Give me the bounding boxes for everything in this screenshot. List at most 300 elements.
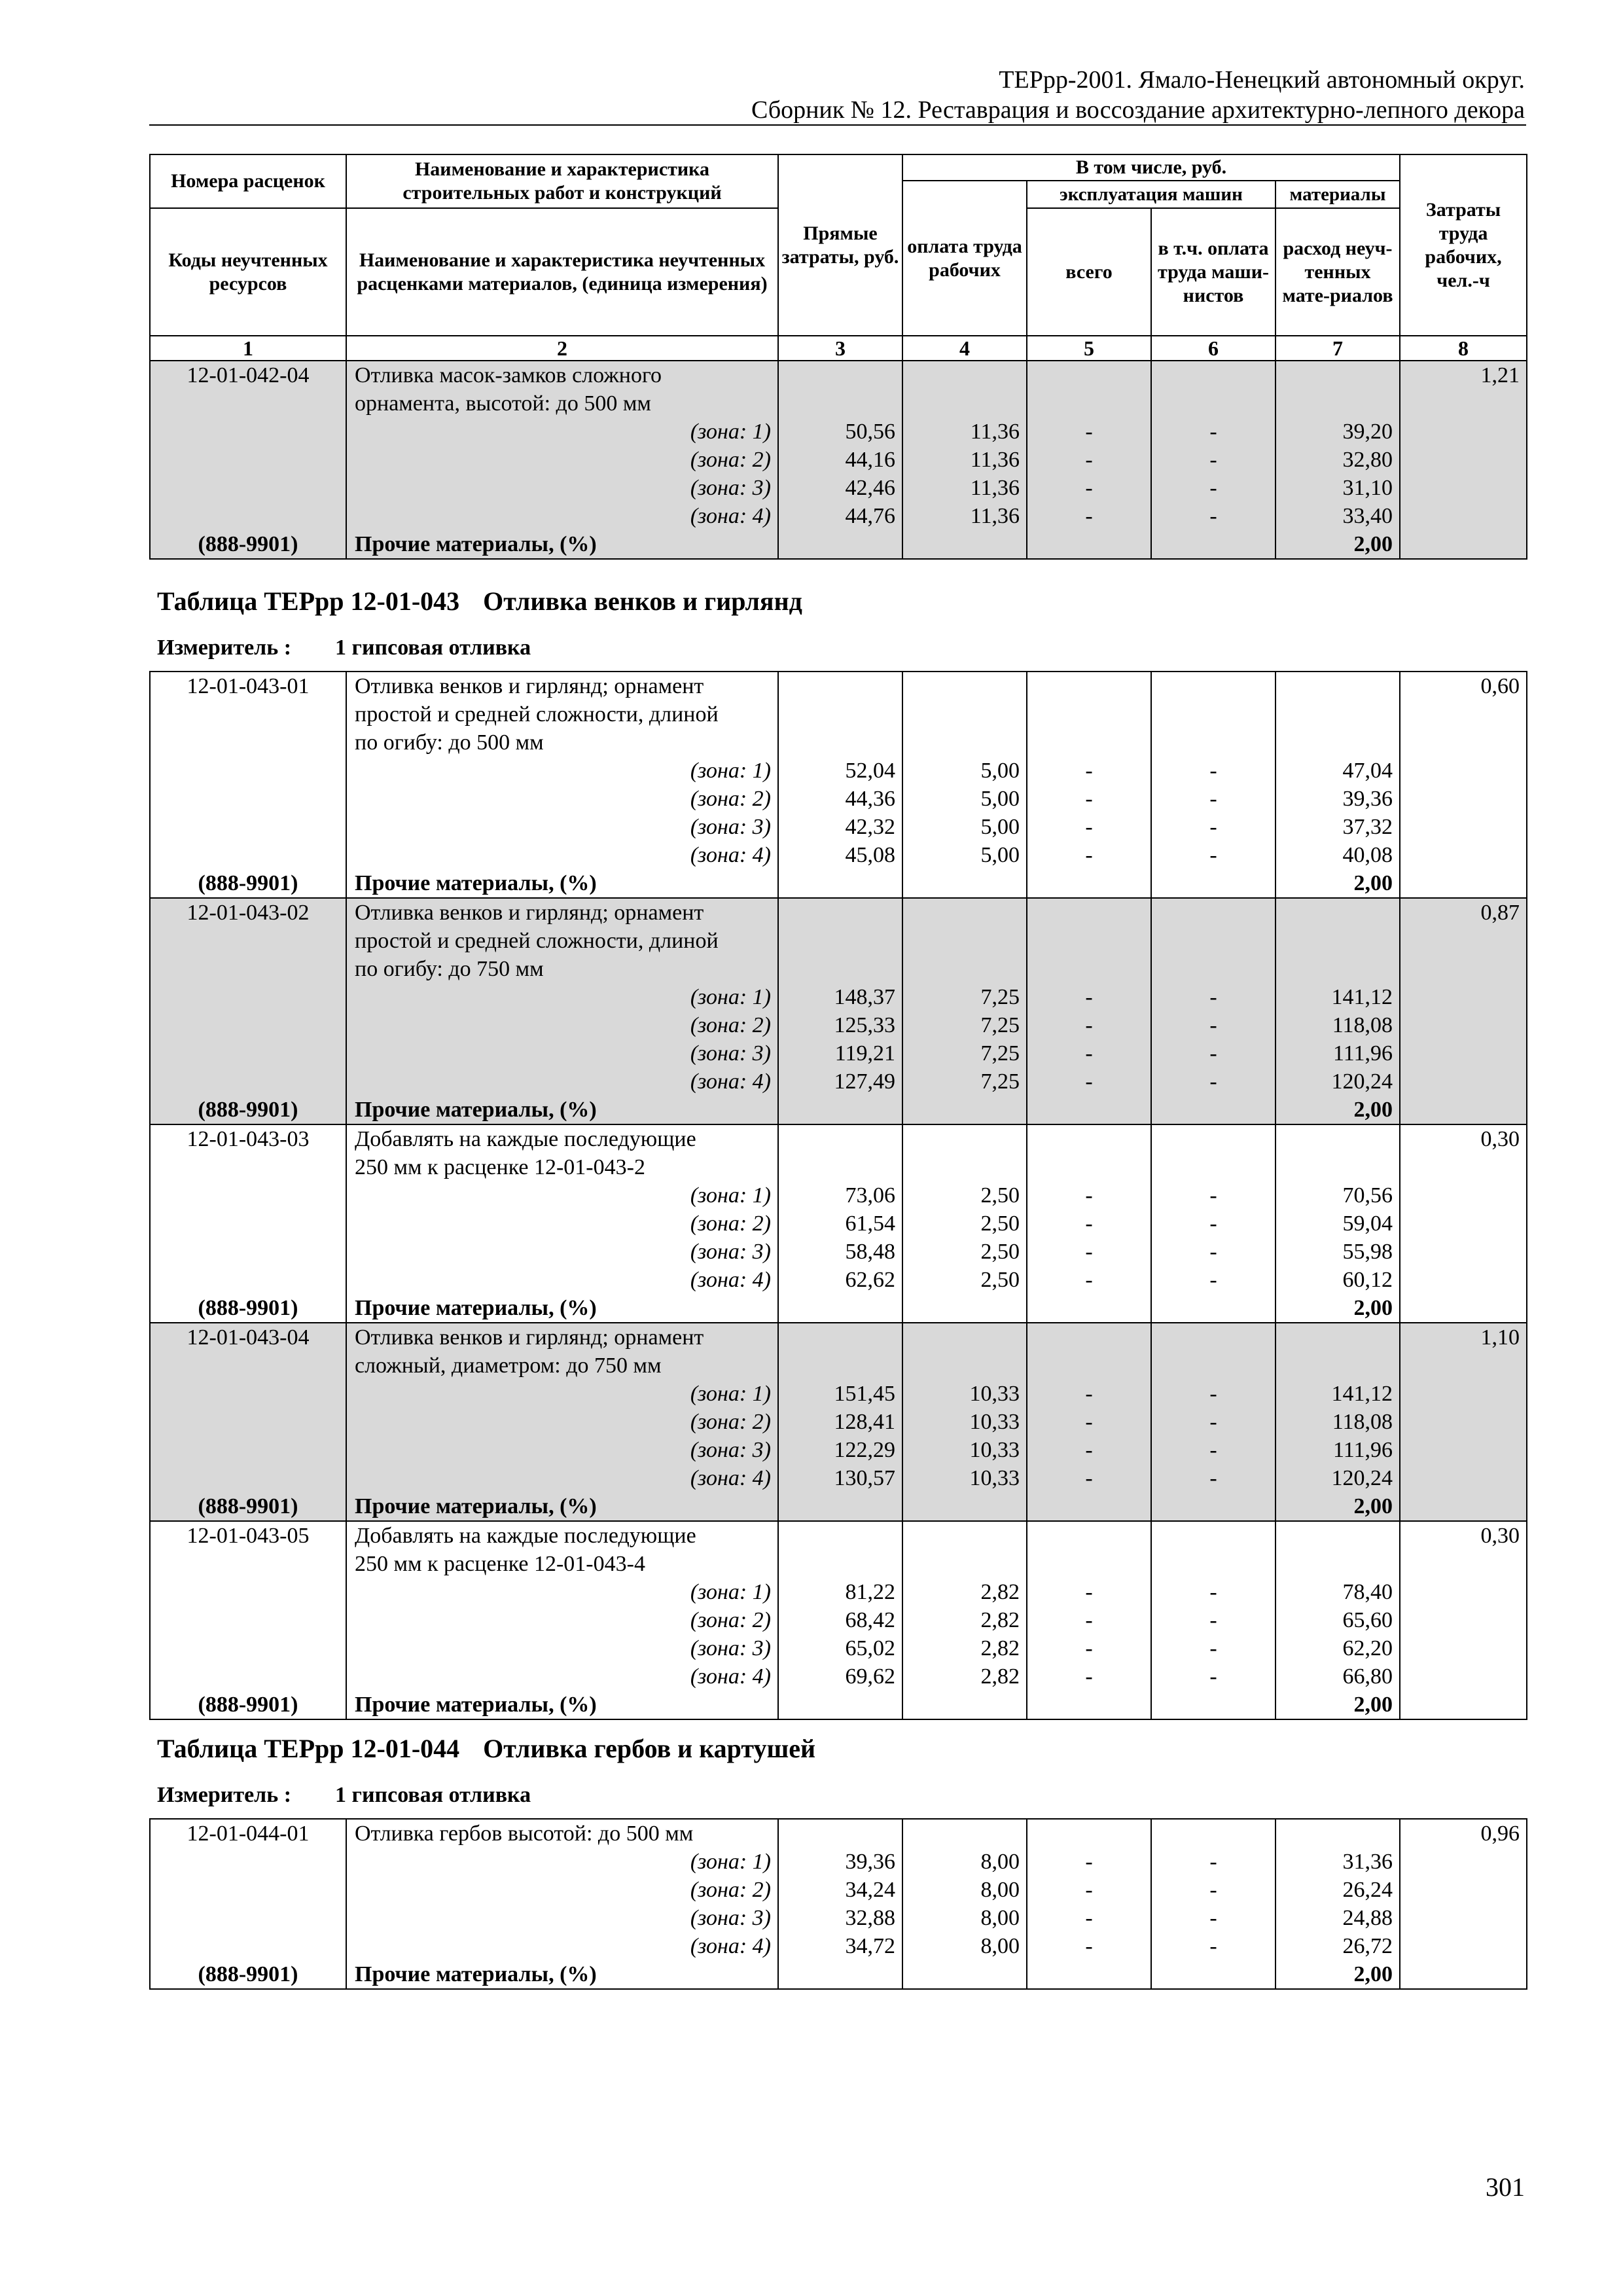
materials-cost-cell (1275, 672, 1400, 898)
labor-pay: 7,25 (980, 1069, 1020, 1094)
machinist-pay: - (1209, 420, 1217, 444)
rate-description-line: Добавлять на каждые последующие (355, 1127, 696, 1151)
rate-description-line: Отливка венков и гирлянд; орнамент (355, 1325, 704, 1350)
rate-code: 12-01-043-01 (187, 674, 310, 698)
machines-total: - (1085, 759, 1093, 783)
zone-label: (зона: 2) (690, 1013, 771, 1037)
direct-cost: 44,76 (845, 504, 895, 528)
machines-total-cell (1027, 1521, 1151, 1719)
column-number: 6 (1151, 336, 1275, 361)
labor-pay: 8,00 (980, 1934, 1020, 1958)
column-number: 5 (1027, 336, 1151, 361)
materials-cost: 24,88 (1342, 1906, 1393, 1930)
machines-total-cell (1027, 361, 1151, 559)
labor-cost-cell (1400, 672, 1527, 898)
machinist-pay: - (1209, 1438, 1217, 1462)
rate-description-line: Отливка гербов высотой: до 500 мм (355, 1821, 694, 1846)
direct-cost: 44,36 (845, 787, 895, 811)
rate-code-cell (150, 361, 346, 559)
machines-total: - (1085, 843, 1093, 867)
labor-pay: 7,25 (980, 1013, 1020, 1037)
zone-label: (зона: 1) (690, 1850, 771, 1874)
header-unaccounted-materials: расход неуч-тенных мате-риалов (1275, 208, 1400, 336)
materials-cost: 55,98 (1342, 1240, 1393, 1264)
column-number: 7 (1275, 336, 1400, 361)
rate-row (150, 1819, 1527, 1989)
labor-pay: 8,00 (980, 1878, 1020, 1902)
zone-label: (зона: 1) (690, 420, 771, 444)
other-materials-name: Прочие материалы, (%) (355, 1693, 597, 1717)
machines-total: - (1085, 1636, 1093, 1660)
direct-cost: 128,41 (834, 1410, 895, 1434)
zone-label: (зона: 4) (690, 1664, 771, 1689)
labor-pay: 2,50 (980, 1240, 1020, 1264)
rate-description-line: по огибу: до 500 мм (355, 730, 544, 755)
materials-cost-cell (1275, 1819, 1400, 1989)
rate-table (149, 671, 1527, 1720)
labor-cost-cell (1400, 898, 1527, 1124)
other-materials-code: (888-9901) (198, 1962, 298, 1986)
direct-cost: 34,72 (845, 1934, 895, 1958)
labor-pay: 5,00 (980, 843, 1020, 867)
labor-pay: 2,82 (980, 1608, 1020, 1632)
machines-total: - (1085, 1664, 1093, 1689)
rate-description-line: 250 мм к расценке 12-01-043-4 (355, 1552, 645, 1576)
zone-label: (зона: 1) (690, 1580, 771, 1604)
zone-label: (зона: 1) (690, 759, 771, 783)
rate-table (149, 360, 1527, 560)
machinist-pay-cell (1151, 898, 1275, 1124)
labor-cost: 0,30 (1480, 1127, 1520, 1151)
other-materials-value: 2,00 (1353, 532, 1393, 556)
zone-label: (зона: 2) (690, 787, 771, 811)
rate-code-cell (150, 1819, 346, 1989)
other-materials-value: 2,00 (1353, 1296, 1393, 1320)
machinist-pay: - (1209, 504, 1217, 528)
zone-label: (зона: 4) (690, 1934, 771, 1958)
rate-code: 12-01-043-02 (187, 901, 310, 925)
rate-code: 12-01-043-03 (187, 1127, 310, 1151)
zone-label: (зона: 2) (690, 1878, 771, 1902)
measure-label: Измеритель : (157, 636, 292, 660)
labor-cost: 0,60 (1480, 674, 1520, 698)
table-title-code: Таблица ТЕРрр 12-01-044 (157, 1734, 460, 1763)
labor-pay: 11,36 (970, 420, 1020, 444)
direct-cost: 151,45 (834, 1382, 895, 1406)
machines-total: - (1085, 1438, 1093, 1462)
header-machinist-pay: в т.ч. оплата труда маши-нистов (1151, 208, 1275, 336)
labor-cost-cell (1400, 1521, 1527, 1719)
machines-total: - (1085, 448, 1093, 472)
other-materials-code: (888-9901) (198, 871, 298, 895)
machines-total: - (1085, 815, 1093, 839)
machines-total: - (1085, 504, 1093, 528)
materials-cost: 31,10 (1342, 476, 1393, 500)
table-title (157, 586, 802, 617)
machines-total-cell (1027, 1124, 1151, 1323)
measure-value: 1 гипсовая отливка (335, 1783, 531, 1807)
rate-row (150, 361, 1527, 559)
labor-cost-cell (1400, 1124, 1527, 1323)
direct-cost-cell (778, 898, 902, 1124)
machinist-pay: - (1209, 1069, 1217, 1094)
machines-total: - (1085, 1211, 1093, 1236)
zone-label: (зона: 2) (690, 1211, 771, 1236)
machinist-pay-cell (1151, 672, 1275, 898)
machinist-pay: - (1209, 1240, 1217, 1264)
direct-cost: 39,36 (845, 1850, 895, 1874)
machines-total: - (1085, 1410, 1093, 1434)
machinist-pay: - (1209, 843, 1217, 867)
materials-cost: 111,96 (1333, 1041, 1393, 1066)
machinist-pay: - (1209, 985, 1217, 1009)
other-materials-name: Прочие материалы, (%) (355, 532, 597, 556)
materials-cost: 141,12 (1331, 1382, 1393, 1406)
labor-pay: 2,82 (980, 1664, 1020, 1689)
materials-cost: 118,08 (1332, 1013, 1393, 1037)
direct-cost-cell (778, 361, 902, 559)
machines-total: - (1085, 1850, 1093, 1874)
rate-row (150, 898, 1527, 1124)
header-labor-costs: Затраты труда рабочих, чел.-ч (1400, 154, 1527, 336)
direct-cost: 32,88 (845, 1906, 895, 1930)
materials-cost: 70,56 (1342, 1183, 1393, 1208)
materials-cost: 59,04 (1342, 1211, 1393, 1236)
direct-cost: 122,29 (834, 1438, 895, 1462)
machines-total: - (1085, 476, 1093, 500)
rate-code-cell (150, 1521, 346, 1719)
materials-cost: 66,80 (1342, 1664, 1393, 1689)
machinist-pay: - (1209, 1850, 1217, 1874)
machinist-pay: - (1209, 1934, 1217, 1958)
machines-total: - (1085, 787, 1093, 811)
rate-description-line: Добавлять на каждые последующие (355, 1524, 696, 1548)
direct-cost: 45,08 (845, 843, 895, 867)
rate-description-cell (346, 1124, 778, 1323)
rate-description-cell (346, 1521, 778, 1719)
header-material-names: Наименование и характеристика неучтенных расценками материалов, (единица измерения) (346, 208, 778, 336)
labor-pay: 7,25 (980, 985, 1020, 1009)
rate-description-line: 250 мм к расценке 12-01-043-2 (355, 1155, 645, 1179)
machinist-pay-cell (1151, 1124, 1275, 1323)
page-number: 301 (1486, 2172, 1525, 2202)
rate-description-line: Отливка венков и гирлянд; орнамент (355, 674, 704, 698)
direct-cost: 61,54 (845, 1211, 895, 1236)
materials-cost: 26,24 (1342, 1878, 1393, 1902)
labor-pay-cell (902, 898, 1027, 1124)
machines-total-cell (1027, 1819, 1151, 1989)
rate-row (150, 1323, 1527, 1521)
other-materials-name: Прочие материалы, (%) (355, 1296, 597, 1320)
other-materials-value: 2,00 (1353, 1962, 1393, 1986)
machinist-pay: - (1209, 1906, 1217, 1930)
direct-cost: 44,16 (845, 448, 895, 472)
direct-cost-cell (778, 1521, 902, 1719)
machinist-pay: - (1209, 1664, 1217, 1689)
direct-cost-cell (778, 1819, 902, 1989)
materials-cost: 39,20 (1342, 420, 1393, 444)
rate-code: 12-01-042-04 (187, 363, 310, 387)
labor-pay-cell (902, 1521, 1027, 1719)
table-measure (157, 636, 531, 660)
machinist-pay-cell (1151, 1521, 1275, 1719)
labor-pay-cell (902, 1124, 1027, 1323)
header-machines-total: всего (1027, 208, 1151, 336)
direct-cost: 130,57 (834, 1466, 895, 1490)
labor-cost: 1,10 (1480, 1325, 1520, 1350)
header-including: В том числе, руб. (902, 154, 1400, 181)
materials-cost: 120,24 (1331, 1069, 1393, 1094)
materials-cost: 60,12 (1342, 1268, 1393, 1292)
labor-cost: 0,87 (1480, 901, 1520, 925)
table-title (157, 1733, 815, 1764)
machinist-pay: - (1209, 815, 1217, 839)
machines-total: - (1085, 1069, 1093, 1094)
header-materials: материалы (1275, 181, 1400, 208)
rate-code-cell (150, 898, 346, 1124)
materials-cost-cell (1275, 1323, 1400, 1521)
rate-row (150, 1521, 1527, 1719)
rate-code: 12-01-043-05 (187, 1524, 310, 1548)
zone-label: (зона: 4) (690, 1466, 771, 1490)
machines-total: - (1085, 1466, 1093, 1490)
labor-cost-cell (1400, 1323, 1527, 1521)
materials-cost: 37,32 (1342, 815, 1393, 839)
direct-cost: 62,62 (845, 1268, 895, 1292)
other-materials-name: Прочие материалы, (%) (355, 1494, 597, 1518)
header-rule (149, 124, 1526, 126)
rate-description-cell (346, 1323, 778, 1521)
direct-cost: 58,48 (845, 1240, 895, 1264)
zone-label: (зона: 4) (690, 843, 771, 867)
direct-cost: 81,22 (845, 1580, 895, 1604)
rate-table (149, 1818, 1527, 1990)
machines-total: - (1085, 1041, 1093, 1066)
rate-description-line: орнамента, высотой: до 500 мм (355, 391, 651, 416)
materials-cost: 111,96 (1333, 1438, 1393, 1462)
running-header-title: ТЕРрр-2001. Ямало-Ненецкий автономный округ. (999, 66, 1525, 94)
labor-pay: 10,33 (969, 1438, 1020, 1462)
zone-label: (зона: 3) (690, 476, 771, 500)
machinist-pay: - (1209, 476, 1217, 500)
materials-cost: 78,40 (1342, 1580, 1393, 1604)
table-title-name: Отливка гербов и картушей (483, 1734, 816, 1763)
rate-description-cell (346, 1819, 778, 1989)
materials-cost: 31,36 (1342, 1850, 1393, 1874)
column-number: 2 (346, 336, 778, 361)
column-number: 1 (150, 336, 346, 361)
measure-value: 1 гипсовая отливка (335, 636, 531, 660)
zone-label: (зона: 3) (690, 1906, 771, 1930)
direct-cost: 125,33 (834, 1013, 895, 1037)
machinist-pay: - (1209, 1268, 1217, 1292)
machines-total: - (1085, 1878, 1093, 1902)
header-labor-pay: оплата труда рабочих (902, 181, 1027, 336)
rate-code: 12-01-043-04 (187, 1325, 310, 1350)
zone-label: (зона: 4) (690, 1268, 771, 1292)
header-work-name: Наименование и характеристика строительных работ и конструкций (346, 154, 778, 208)
rate-description-line: по огибу: до 750 мм (355, 957, 544, 981)
rate-code-cell (150, 672, 346, 898)
labor-pay: 10,33 (969, 1382, 1020, 1406)
zone-label: (зона: 4) (690, 1069, 771, 1094)
direct-cost-cell (778, 1323, 902, 1521)
materials-cost: 120,24 (1331, 1466, 1393, 1490)
rate-description-line: сложный, диаметром: до 750 мм (355, 1354, 662, 1378)
materials-cost: 26,72 (1342, 1934, 1393, 1958)
direct-cost: 42,46 (845, 476, 895, 500)
machinist-pay: - (1209, 759, 1217, 783)
machines-total-cell (1027, 672, 1151, 898)
running-header-collection: Сборник № 12. Реставрация и воссоздание архитектурно-лепного декора (751, 96, 1525, 124)
machines-total: - (1085, 1268, 1093, 1292)
rate-description-line: простой и средней сложности, длиной (355, 929, 719, 953)
header-machines: эксплуатация машин (1027, 181, 1275, 208)
materials-cost: 47,04 (1342, 759, 1393, 783)
labor-pay: 11,36 (970, 504, 1020, 528)
labor-pay: 2,50 (980, 1211, 1020, 1236)
machines-total-cell (1027, 898, 1151, 1124)
zone-label: (зона: 3) (690, 1636, 771, 1660)
direct-cost: 34,24 (845, 1878, 895, 1902)
other-materials-value: 2,00 (1353, 1494, 1393, 1518)
machinist-pay: - (1209, 1183, 1217, 1208)
zone-label: (зона: 2) (690, 1410, 771, 1434)
header-resource-codes: Коды неучтенных ресурсов (150, 208, 346, 336)
other-materials-code: (888-9901) (198, 532, 298, 556)
direct-cost: 42,32 (845, 815, 895, 839)
zone-label: (зона: 1) (690, 1183, 771, 1208)
column-number: 3 (778, 336, 902, 361)
table-title-name: Отливка венков и гирлянд (483, 586, 802, 616)
other-materials-value: 2,00 (1353, 1098, 1393, 1122)
rate-code: 12-01-044-01 (187, 1821, 310, 1846)
labor-cost: 1,21 (1480, 363, 1520, 387)
machinist-pay: - (1209, 1466, 1217, 1490)
rate-code-cell (150, 1323, 346, 1521)
labor-cost: 0,96 (1480, 1821, 1520, 1846)
labor-pay: 10,33 (969, 1466, 1020, 1490)
materials-cost: 141,12 (1331, 985, 1393, 1009)
direct-cost: 68,42 (845, 1608, 895, 1632)
machinist-pay-cell (1151, 1323, 1275, 1521)
machines-total: - (1085, 1934, 1093, 1958)
table-measure (157, 1783, 531, 1808)
machines-total: - (1085, 1183, 1093, 1208)
materials-cost: 62,20 (1342, 1636, 1393, 1660)
labor-cost-cell (1400, 1819, 1527, 1989)
labor-pay: 2,82 (980, 1580, 1020, 1604)
other-materials-code: (888-9901) (198, 1494, 298, 1518)
machinist-pay: - (1209, 1013, 1217, 1037)
labor-pay: 2,82 (980, 1636, 1020, 1660)
other-materials-value: 2,00 (1353, 871, 1393, 895)
labor-pay: 2,50 (980, 1268, 1020, 1292)
materials-cost: 33,40 (1342, 504, 1393, 528)
zone-label: (зона: 2) (690, 1608, 771, 1632)
materials-cost: 39,36 (1342, 787, 1393, 811)
labor-pay: 5,00 (980, 787, 1020, 811)
machinist-pay: - (1209, 1410, 1217, 1434)
zone-label: (зона: 4) (690, 504, 771, 528)
column-number: 4 (902, 336, 1027, 361)
labor-pay: 5,00 (980, 815, 1020, 839)
zone-label: (зона: 1) (690, 985, 771, 1009)
zone-label: (зона: 3) (690, 1240, 771, 1264)
zone-label: (зона: 1) (690, 1382, 771, 1406)
labor-pay: 5,00 (980, 759, 1020, 783)
labor-pay: 8,00 (980, 1850, 1020, 1874)
header-direct-costs: Прямые затраты, руб. (778, 154, 902, 336)
direct-cost: 69,62 (845, 1664, 895, 1689)
machinist-pay: - (1209, 1382, 1217, 1406)
zone-label: (зона: 3) (690, 1041, 771, 1066)
materials-cost-cell (1275, 1124, 1400, 1323)
labor-pay: 8,00 (980, 1906, 1020, 1930)
direct-cost-cell (778, 1124, 902, 1323)
machinist-pay: - (1209, 1608, 1217, 1632)
other-materials-code: (888-9901) (198, 1296, 298, 1320)
rate-description-cell (346, 672, 778, 898)
machines-total: - (1085, 420, 1093, 444)
labor-pay-cell (902, 1323, 1027, 1521)
machines-total: - (1085, 1240, 1093, 1264)
zone-label: (зона: 3) (690, 1438, 771, 1462)
materials-cost: 65,60 (1342, 1608, 1393, 1632)
rate-code-cell (150, 1124, 346, 1323)
direct-cost: 148,37 (834, 985, 895, 1009)
rate-description-cell (346, 361, 778, 559)
materials-cost-cell (1275, 1521, 1400, 1719)
other-materials-value: 2,00 (1353, 1693, 1393, 1717)
zone-label: (зона: 2) (690, 448, 771, 472)
machinist-pay: - (1209, 1580, 1217, 1604)
machinist-pay: - (1209, 1041, 1217, 1066)
other-materials-code: (888-9901) (198, 1098, 298, 1122)
other-materials-name: Прочие материалы, (%) (355, 871, 597, 895)
rate-description-line: Отливка масок-замков сложного (355, 363, 662, 387)
direct-cost: 52,04 (845, 759, 895, 783)
labor-pay: 11,36 (970, 476, 1020, 500)
rate-description-line: простой и средней сложности, длиной (355, 702, 719, 726)
direct-cost: 50,56 (845, 420, 895, 444)
direct-cost: 65,02 (845, 1636, 895, 1660)
machinist-pay: - (1209, 787, 1217, 811)
rate-description-line: Отливка венков и гирлянд; орнамент (355, 901, 704, 925)
other-materials-name: Прочие материалы, (%) (355, 1962, 597, 1986)
machines-total: - (1085, 985, 1093, 1009)
other-materials-name: Прочие материалы, (%) (355, 1098, 597, 1122)
machinist-pay-cell (1151, 1819, 1275, 1989)
labor-pay: 2,50 (980, 1183, 1020, 1208)
machinist-pay: - (1209, 448, 1217, 472)
machines-total: - (1085, 1013, 1093, 1037)
rate-description-cell (346, 898, 778, 1124)
labor-cost-cell (1400, 361, 1527, 559)
machines-total: - (1085, 1580, 1093, 1604)
machinist-pay: - (1209, 1878, 1217, 1902)
column-number: 8 (1400, 336, 1527, 361)
machines-total: - (1085, 1382, 1093, 1406)
machines-total-cell (1027, 1323, 1151, 1521)
direct-cost: 119,21 (834, 1041, 895, 1066)
materials-cost-cell (1275, 898, 1400, 1124)
materials-cost-cell (1275, 361, 1400, 559)
labor-pay: 11,36 (970, 448, 1020, 472)
machinist-pay: - (1209, 1636, 1217, 1660)
labor-pay-cell (902, 361, 1027, 559)
column-header-table (149, 154, 1527, 361)
